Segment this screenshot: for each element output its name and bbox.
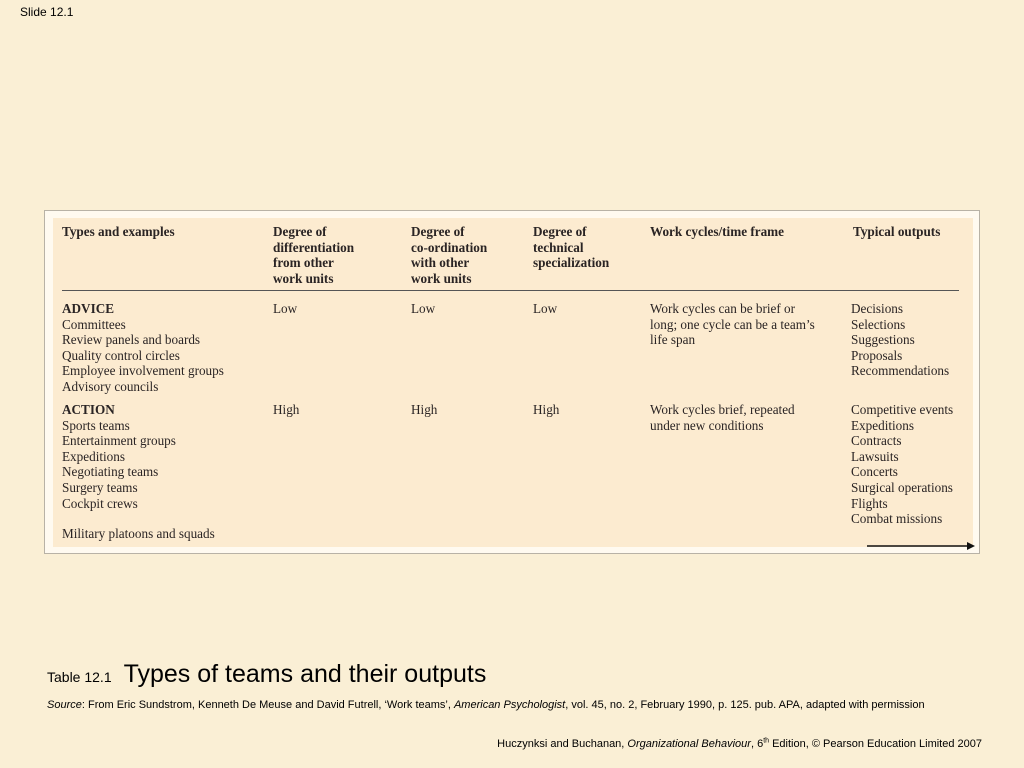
header-coordination: Degree of co-ordination with other work units <box>411 224 488 286</box>
advice-differentiation: Low <box>273 301 298 316</box>
arrow-right-icon <box>867 541 975 551</box>
footer-authors: Huczynksi and Buchanan, <box>497 738 628 750</box>
advice-coordination: Low <box>411 301 436 316</box>
source-text-2: , vol. 45, no. 2, February 1990, p. 125. pub. APA, adapted with permission <box>565 699 925 711</box>
action-specialization: High <box>533 402 560 417</box>
source-text-1: : From Eric Sundstrom, Kenneth De Meuse and David Futrell, ‘Work teams’, <box>81 699 454 711</box>
source-journal: American Psychologist <box>453 699 566 711</box>
footer-rest: Edition, © Pearson Education Limited 2007 <box>769 738 982 750</box>
action-outputs: Competitive events Expeditions Contracts Lawsuits Concerts Surgical operations Flights Combat missions <box>851 402 954 527</box>
footer-copyright <box>497 738 982 750</box>
header-divider <box>62 290 959 291</box>
action-coordination: High <box>411 402 438 417</box>
action-examples: ACTION Sports teams Entertainment groups Expeditions Negotiating teams Surgery teams Cockpit crews <box>62 402 176 511</box>
footer-book: Organizational Behaviour <box>627 738 751 750</box>
advice-work-cycles: Work cycles can be brief or long; one cycle can be a team’s life span <box>650 301 815 348</box>
advice-examples: ADVICE Committees Review panels and boards Quality control circles Employee involvement groups Advisory councils <box>62 301 224 394</box>
header-work-cycles: Work cycles/time frame <box>650 224 785 239</box>
teams-table-image <box>44 210 980 554</box>
source-citation <box>47 699 925 711</box>
table-caption <box>47 660 486 689</box>
action-work-cycles: Work cycles brief, repeated under new conditions <box>650 402 795 433</box>
header-types: Types and examples <box>62 224 175 239</box>
footer-edition: , 6 <box>750 738 764 750</box>
advice-outputs: Decisions Selections Suggestions Proposals Recommendations <box>851 301 950 379</box>
teams-table <box>53 218 973 547</box>
caption-title: Types of teams and their outputs <box>123 660 487 688</box>
caption-number: Table 12.1 <box>47 669 112 685</box>
header-differentiation: Degree of differentiation from other work units <box>273 224 355 286</box>
action-extra-example: Military platoons and squads <box>62 526 215 541</box>
slide-number: Slide 12.1 <box>20 5 74 19</box>
advice-specialization: Low <box>533 301 558 316</box>
action-differentiation: High <box>273 402 300 417</box>
footer-edition-sup: th <box>763 737 770 745</box>
header-specialization: Degree of technical specialization <box>533 224 610 271</box>
source-label: Source <box>47 699 82 711</box>
header-outputs: Typical outputs <box>853 224 941 239</box>
